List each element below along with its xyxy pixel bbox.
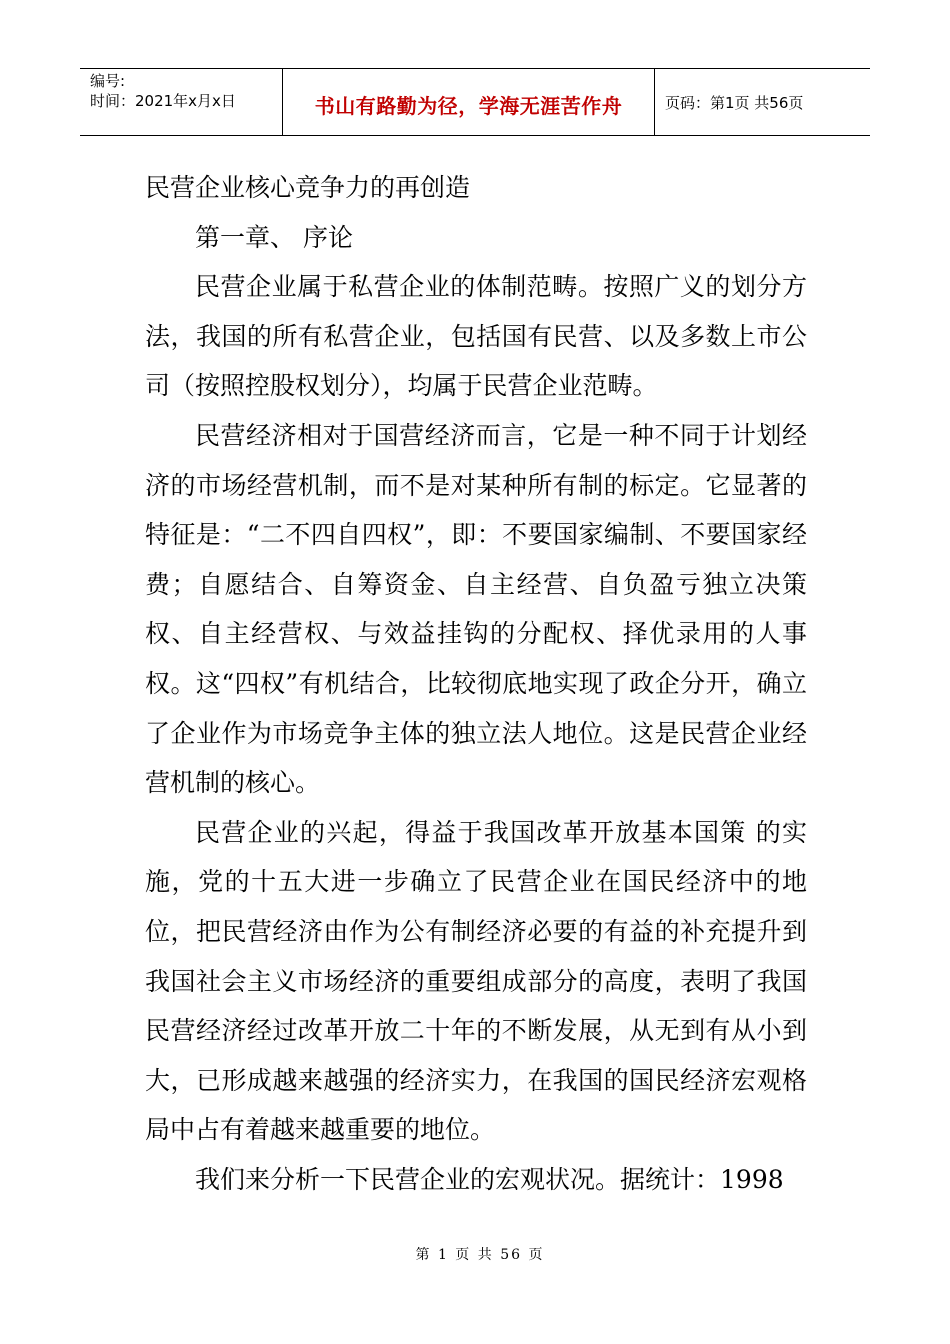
paragraph: 民营经济相对于国营经济而言，它是一种不同于计划经济的市场经营机制，而不是对某种所有制的标定。它显著的特征是：“二不四自四权”，即：不要国家编制、不要国家经费；自愿结合、自筹资金、自主经营、自负盈亏独立决策权、自主经营权、与效益挂钩的分配权、择优录用的人事权。这“四权”有机结合，比较彻底地实现了政企分开，确立了企业作为市场竞争主体的独立法人地位。这是民营企业经营机制的核心。 [145,420,807,798]
paragraph: 民营企业属于私营企业的体制范畴。按照广义的划分方法，我国的所有私营企业，包括国有民营、以及多数上市公司（按照控股权划分），均属于民营企业范畴。 [145,272,807,401]
document-number-label: 编号: [90,72,126,90]
document-time-label: 时间：2021年x月x日 [90,92,236,110]
header-page-cell [655,69,870,135]
header-motto-cell [283,69,655,135]
header-motto: 书山有路勤为径，学海无涯苦作舟 [314,93,623,118]
page-footer: 第 1 页 共 56 页 [415,1247,545,1263]
document-body [145,163,807,1204]
paragraph: 民营企业的兴起，得益于我国改革开放基本国策 的实施，党的十五大进一步确立了民营企业在国民经济中的地位，把民营经济由作为公有制经济必要的有益的补充提升到我国社会主义市场经济的重要组成部分的高度，表明了我国民营经济经过改革开放二十年的不断发展，从无到有从小到大，已形成越来越强的经济实力，在我国的国民经济宏观格局中占有着越来越重要的地位。 [145,817,807,1145]
paragraph: 我们来分析一下民营企业的宏观状况。据统计：1998 [195,1164,784,1194]
chapter-heading: 第一章、 序论 [195,222,353,252]
header-meta-cell [80,69,283,135]
page-header [80,68,870,136]
document-title: 民营企业核心竞争力的再创造 [145,173,471,202]
header-page-info: 页码：第1页 共56页 [665,93,804,112]
